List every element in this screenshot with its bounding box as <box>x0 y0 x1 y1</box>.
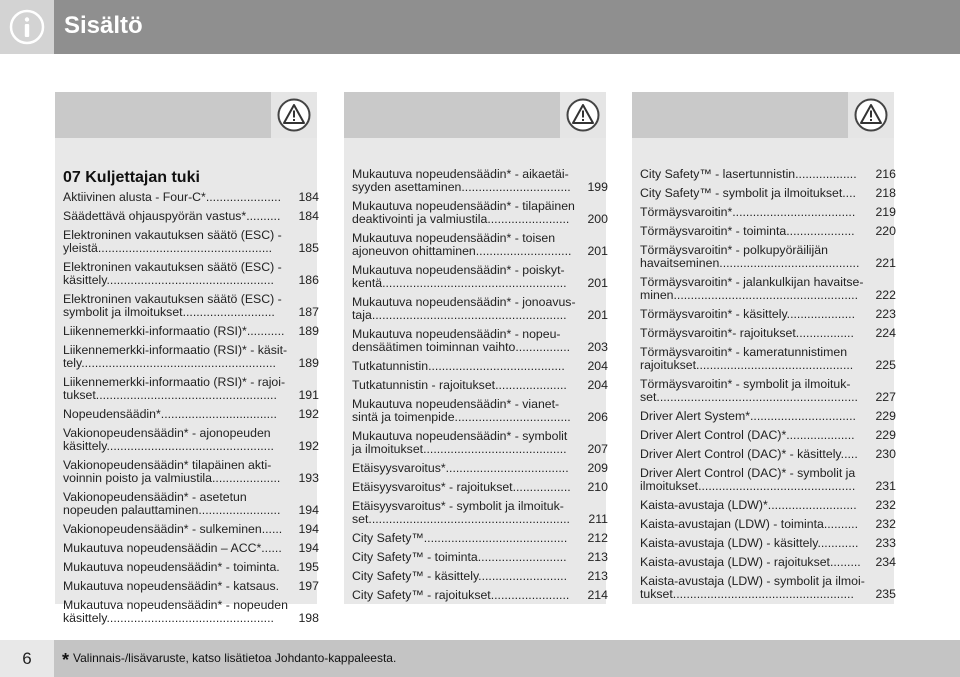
toc-entry[interactable] <box>640 187 898 200</box>
toc-entry-page: 214 <box>587 588 608 602</box>
toc-column-2 <box>344 92 606 604</box>
toc-entry-title: Mukautuva nopeudensäädin* - jonoavus- taja......................................................... <box>352 295 576 322</box>
toc-entry-title: Vakionopeudensäädin* - ajonopeuden käsittely................................................. <box>63 426 274 453</box>
warning-box <box>271 92 317 138</box>
toc-entry-title: Kaista-avustaja (LDW) - symbolit ja ilmoi- tukset..................................................... <box>640 574 865 601</box>
toc-entry[interactable] <box>352 296 610 322</box>
toc-entry-title: Kaista-avustaja (LDW)*.......................... <box>640 498 857 512</box>
toc-entry-title: Elektroninen vakautuksen säätö (ESC) - symbolit ja ilmoitukset........................... <box>63 292 282 319</box>
toc-entry-title: Törmäysvaroitin* - polkupyöräilijän havaitseminen......................................... <box>640 243 860 270</box>
toc-entry-page: 209 <box>587 461 608 475</box>
toc-entry-page: 194 <box>298 522 319 536</box>
toc-entry-page: 197 <box>298 579 319 593</box>
toc-entry[interactable] <box>352 551 610 564</box>
toc-entry-title: Mukautuva nopeudensäädin* - poiskyt- kentä...................................................... <box>352 263 567 290</box>
footnote-marker: * <box>62 650 70 670</box>
toc-entry-page: 235 <box>875 587 896 601</box>
toc-entry-page: 192 <box>298 407 319 421</box>
toc-entry-page: 224 <box>875 326 896 340</box>
toc-entry[interactable] <box>640 518 898 531</box>
toc-entry-title: City Safety™.......................................... <box>352 531 568 545</box>
toc-entry[interactable] <box>352 232 610 258</box>
toc-entry[interactable] <box>352 532 610 545</box>
toc-entry[interactable] <box>63 491 321 517</box>
toc-entry-title: Mukautuva nopeudensäädin* - nopeuden käsittely................................................. <box>63 598 288 625</box>
toc-entry[interactable] <box>640 575 898 601</box>
toc-entry-page: 204 <box>587 359 608 373</box>
toc-entry-title: Mukautuva nopeudensäädin* - vianet- sintä ja toimenpide.................................. <box>352 397 571 424</box>
toc-column-3 <box>632 92 894 604</box>
toc-entry[interactable] <box>640 448 898 461</box>
toc-entry-title: Mukautuva nopeudensäädin* - tilapäinen deaktivointi ja valmiustila........................ <box>352 199 575 226</box>
toc-entry[interactable] <box>640 225 898 238</box>
toc-entry[interactable] <box>640 429 898 442</box>
toc-entry-page: 192 <box>298 439 319 453</box>
toc-entry-page: 187 <box>298 305 319 319</box>
toc-entry-page: 231 <box>875 479 896 493</box>
toc-entry-title: Aktiivinen alusta - Four-C*...................... <box>63 190 281 204</box>
toc-entry[interactable] <box>640 346 898 372</box>
toc-entry-page: 230 <box>875 447 896 461</box>
toc-entry-page: 207 <box>587 442 608 456</box>
toc-entry-page: 229 <box>875 409 896 423</box>
toc-entry-page: 203 <box>587 340 608 354</box>
toc-entry-page: 195 <box>298 560 319 574</box>
toc-entry[interactable] <box>352 200 610 226</box>
toc-entry-page: 213 <box>587 550 608 564</box>
toc-entry[interactable] <box>63 542 321 555</box>
toc-entry[interactable] <box>640 537 898 550</box>
toc-entry-page: 232 <box>875 517 896 531</box>
toc-entry-page: 189 <box>298 356 319 370</box>
toc-entry-page: 227 <box>875 390 896 404</box>
toc-entry-page: 211 <box>588 512 608 526</box>
toc-list <box>352 168 610 608</box>
toc-entry-title: City Safety™ - symbolit ja ilmoitukset.... <box>640 186 856 200</box>
toc-entry-title: Liikennemerkki-informaatio (RSI)* - käsit- tely......................................................... <box>63 343 288 370</box>
toc-entry-page: 229 <box>875 428 896 442</box>
toc-entry[interactable] <box>352 379 610 392</box>
toc-entry-title: Vakionopeudensäädin* - sulkeminen...... <box>63 522 283 536</box>
toc-entry[interactable] <box>63 376 321 402</box>
toc-entry-title: Tutkatunnistin - rajoitukset..................... <box>352 378 567 392</box>
toc-entry-title: City Safety™ - toiminta.......................... <box>352 550 567 564</box>
toc-entry[interactable] <box>63 580 321 593</box>
toc-entry-title: City Safety™ - lasertunnistin.................. <box>640 167 857 181</box>
toc-entry-page: 233 <box>875 536 896 550</box>
toc-entry-page: 210 <box>587 480 608 494</box>
toc-entry-page: 194 <box>298 503 319 517</box>
toc-entry-page: 223 <box>875 307 896 321</box>
toc-entry[interactable] <box>63 459 321 485</box>
toc-entry-title: Nopeudensäädin*.................................. <box>63 407 277 421</box>
page-footer <box>0 640 960 677</box>
toc-entry-title: Törmäysvaroitin* - toiminta.................... <box>640 224 855 238</box>
toc-entry-title: Törmäysvaroitin* - kameratunnistimen rajoitukset.............................................. <box>640 345 854 372</box>
toc-entry-page: 206 <box>587 410 608 424</box>
warning-box <box>560 92 606 138</box>
toc-entry-title: Driver Alert Control (DAC)* - symbolit ja ilmoitukset.............................................. <box>640 466 856 493</box>
toc-entry-title: Liikennemerkki-informaatio (RSI)* - rajoi- tukset..................................................... <box>63 375 286 402</box>
toc-entry-page: 201 <box>587 308 608 322</box>
toc-entry-title: Törmäysvaroitin* - käsittely.................... <box>640 307 856 321</box>
toc-entry-page: 213 <box>587 569 608 583</box>
toc-entry-page: 216 <box>875 167 896 181</box>
toc-entry-title: Mukautuva nopeudensäädin* - aikaetäi- syyden asettaminen................................ <box>352 167 571 194</box>
toc-entry[interactable] <box>640 410 898 423</box>
toc-entry-page: 199 <box>587 180 608 194</box>
toc-entry-page: 200 <box>587 212 608 226</box>
toc-entry[interactable] <box>640 168 898 181</box>
toc-entry-page: 201 <box>587 244 608 258</box>
toc-entry-title: Mukautuva nopeudensäädin* - toisen ajoneuvon ohittaminen............................ <box>352 231 572 258</box>
toc-entry[interactable] <box>352 500 610 526</box>
toc-entry[interactable] <box>63 344 321 370</box>
toc-entry[interactable] <box>352 328 610 354</box>
page-header <box>0 0 960 54</box>
toc-column-1 <box>55 92 319 625</box>
info-icon <box>8 8 46 46</box>
toc-entry-title: Kaista-avustajan (LDW) - toiminta.......... <box>640 517 858 531</box>
toc-entry[interactable] <box>63 325 321 338</box>
toc-entry-title: Etäisyysvaroitus* - rajoitukset................. <box>352 480 571 494</box>
toc-entry-title: Driver Alert Control (DAC)* - käsittely..... <box>640 447 858 461</box>
toc-entry-title: Mukautuva nopeudensäädin* - symbolit ja ilmoitukset.......................................... <box>352 429 568 456</box>
toc-entry[interactable] <box>352 264 610 290</box>
toc-entry-page: 194 <box>298 541 319 555</box>
toc-entry[interactable] <box>63 561 321 574</box>
warning-box <box>848 92 894 138</box>
toc-entry[interactable] <box>640 499 898 512</box>
toc-entry-title: Törmäysvaroitin*- rajoitukset................. <box>640 326 854 340</box>
toc-entry[interactable] <box>63 427 321 453</box>
toc-entry-page: 219 <box>875 205 896 219</box>
toc-entry[interactable] <box>352 360 610 373</box>
toc-entry[interactable] <box>640 308 898 321</box>
toc-entry[interactable] <box>352 430 610 456</box>
toc-entry-title: Kaista-avustaja (LDW) - rajoitukset......... <box>640 555 861 569</box>
toc-entry-title: Tutkatunnistin........................................ <box>352 359 565 373</box>
toc-entry-page: 220 <box>875 224 896 238</box>
toc-entry-title: City Safety™ - rajoitukset....................... <box>352 588 570 602</box>
toc-entry[interactable] <box>63 599 321 625</box>
page-number: 6 <box>0 640 54 677</box>
toc-entry-page: 218 <box>875 186 896 200</box>
toc-entry-title: Elektroninen vakautuksen säätö (ESC) - käsittely................................................. <box>63 260 282 287</box>
warning-triangle-icon <box>277 98 311 132</box>
toc-entry-page: 191 <box>298 388 319 402</box>
toc-entry-title: City Safety™ - käsittely.......................... <box>352 569 568 583</box>
toc-entry[interactable] <box>640 206 898 219</box>
toc-entry-title: Mukautuva nopeudensäädin – ACC*...... <box>63 541 282 555</box>
toc-entry-title: Törmäysvaroitin* - jalankulkijan havaitse- minen...................................................... <box>640 275 864 302</box>
toc-entry-page: 204 <box>587 378 608 392</box>
toc-entry-page: 189 <box>298 324 319 338</box>
toc-entry-title: Mukautuva nopeudensäädin* - katsaus. <box>63 579 280 593</box>
toc-entry-title: Vakionopeudensäädin* tilapäinen akti- voinnin poisto ja valmiustila.................... <box>63 458 281 485</box>
toc-entry-title: Elektroninen vakautuksen säätö (ESC) - yleistä................................................... <box>63 228 282 255</box>
footnote <box>62 650 396 671</box>
toc-list <box>63 169 321 631</box>
toc-entry-page: 201 <box>587 276 608 290</box>
toc-entry-title: Törmäysvaroitin*.................................... <box>640 205 856 219</box>
toc-entry-title: Mukautuva nopeudensäädin* - nopeu- densäätimen toiminnan vaihto................ <box>352 327 571 354</box>
toc-entry-title: Driver Alert System*............................... <box>640 409 856 423</box>
toc-entry-title: Driver Alert Control (DAC)*.................... <box>640 428 855 442</box>
toc-entry-title: Liikennemerkki-informaatio (RSI)*........... <box>63 324 285 338</box>
toc-entry[interactable] <box>640 556 898 569</box>
toc-entry[interactable] <box>352 168 610 194</box>
toc-entry-page: 232 <box>875 498 896 512</box>
toc-entry[interactable] <box>352 481 610 494</box>
toc-entry-page: 234 <box>875 555 896 569</box>
toc-entry[interactable] <box>640 327 898 340</box>
toc-entry-title: Mukautuva nopeudensäädin* - toiminta. <box>63 560 280 574</box>
toc-entry[interactable] <box>63 191 321 204</box>
info-icon-box <box>0 0 54 54</box>
toc-entry-page: 184 <box>298 209 319 223</box>
toc-entry[interactable] <box>63 408 321 421</box>
toc-entry-page: 184 <box>298 190 319 204</box>
toc-entry[interactable] <box>640 244 898 270</box>
toc-entry-title: Kaista-avustaja (LDW) - käsittely............ <box>640 536 859 550</box>
warning-triangle-icon <box>854 98 888 132</box>
toc-entry[interactable] <box>352 398 610 424</box>
toc-entry-page: 222 <box>875 288 896 302</box>
warning-triangle-icon <box>566 98 600 132</box>
toc-entry-title: Vakionopeudensäädin* - asetetun nopeuden palauttaminen........................ <box>63 490 281 517</box>
toc-entry[interactable] <box>63 261 321 287</box>
toc-entry-page: 193 <box>298 471 319 485</box>
toc-entry-page: 212 <box>587 531 608 545</box>
toc-entry-title: Etäisyysvaroitus* - symbolit ja ilmoituk- set........................................................... <box>352 499 570 526</box>
toc-entry-title: Säädettävä ohjauspyörän vastus*.......... <box>63 209 281 223</box>
toc-entry[interactable] <box>640 467 898 493</box>
toc-entry[interactable] <box>640 378 898 404</box>
toc-entry[interactable] <box>352 589 610 602</box>
toc-entry[interactable] <box>63 523 321 536</box>
section-title: 07 Kuljettajan tuki <box>63 169 200 186</box>
toc-entry[interactable] <box>352 570 610 583</box>
toc-entry-title: Etäisyysvaroitus*.................................... <box>352 461 569 475</box>
page-title: Sisältö <box>64 12 143 39</box>
footnote-text: Valinnais-/lisävaruste, katso lisätietoa Johdanto-kappaleesta. <box>73 651 397 665</box>
toc-entry-page: 186 <box>298 273 319 287</box>
toc-entry-title: Törmäysvaroitin* - symbolit ja ilmoituk- set........................................................... <box>640 377 858 404</box>
toc-entry[interactable] <box>63 229 321 255</box>
toc-entry-page: 198 <box>298 611 319 625</box>
toc-list <box>640 168 898 607</box>
toc-entry[interactable] <box>352 462 610 475</box>
toc-entry[interactable] <box>63 210 321 223</box>
toc-entry[interactable] <box>640 276 898 302</box>
toc-entry-page: 185 <box>298 241 319 255</box>
toc-entry[interactable] <box>63 293 321 319</box>
toc-entry-page: 225 <box>875 358 896 372</box>
toc-entry-page: 221 <box>875 256 896 270</box>
